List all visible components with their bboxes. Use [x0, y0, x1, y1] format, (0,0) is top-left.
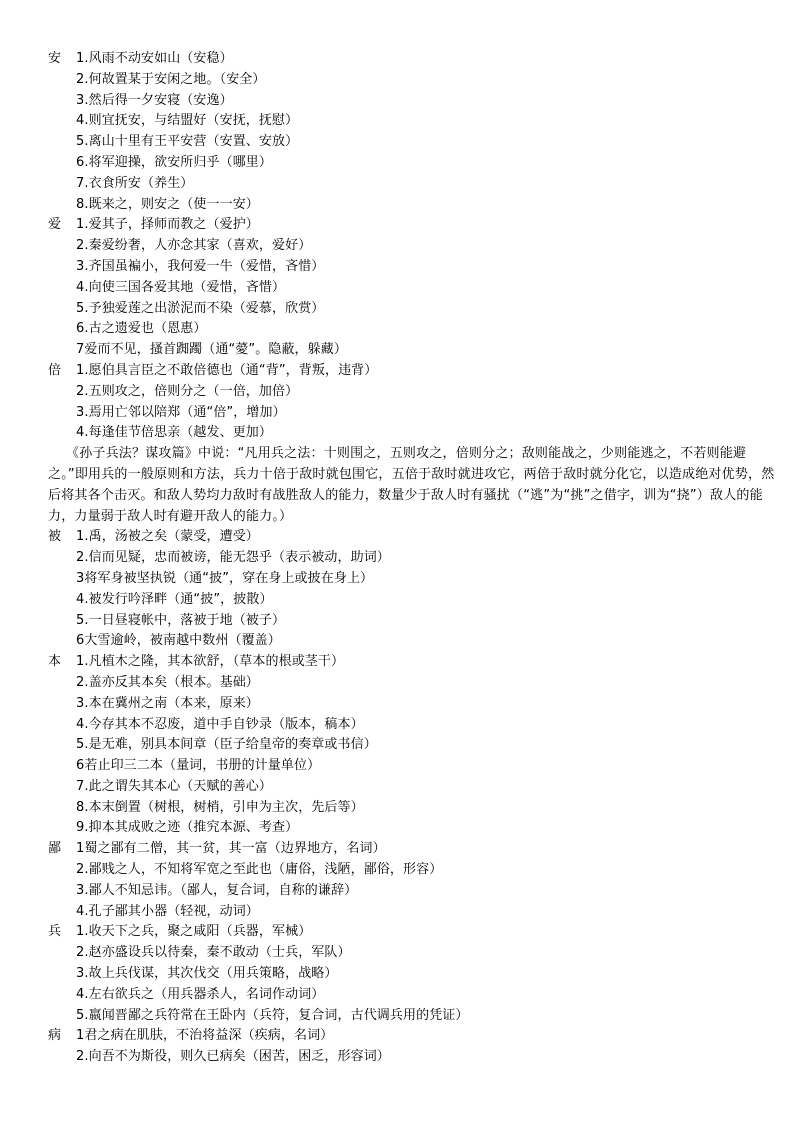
sense-row [48, 943, 768, 964]
indent-spacer [48, 153, 76, 174]
sense-row [48, 382, 768, 403]
sense-row [48, 195, 768, 216]
indent-spacer [48, 319, 76, 340]
sense-row [48, 215, 768, 236]
indent-spacer [48, 673, 76, 694]
sense-text: 7爱而不见，搔首踟躅（通“薆”。隐蔽，躲藏） [76, 342, 347, 358]
indent-spacer [48, 818, 76, 839]
sense-row [48, 548, 768, 569]
sense-row [48, 611, 768, 632]
sense-row [48, 881, 768, 902]
sense-row [48, 860, 768, 881]
indent-spacer [48, 735, 76, 756]
sense-row [48, 403, 768, 424]
indent-spacer [48, 132, 76, 153]
entry-character: 爱 [48, 217, 62, 233]
sense-text: 2.信而见疑，忠而被谤，能无怨乎（表示被动，助词） [76, 550, 390, 566]
indent-spacer [48, 299, 76, 320]
sense-row [48, 111, 768, 132]
sense-row [48, 70, 768, 91]
indent-spacer [48, 70, 76, 91]
indent-spacer [48, 403, 76, 424]
sense-row [48, 777, 768, 798]
sense-text: 2.秦爱纷奢，人亦念其家（喜欢，爱好） [76, 238, 312, 254]
sense-text: 8.既来之，则安之（使一一安） [76, 196, 259, 212]
entry-character: 病 [48, 1028, 62, 1044]
sense-text: 6.将军迎操，欲安所归乎（哪里） [76, 154, 273, 170]
sense-text: 2.盖亦反其本矣（根本。基础） [76, 674, 259, 690]
indent-spacer [48, 548, 76, 569]
sense-row [48, 985, 768, 1006]
sense-text: 4.今存其本不忍废，道中手自钞录（版本，稿本） [76, 716, 364, 732]
entry-character: 鄙 [48, 841, 62, 857]
entry-block [48, 652, 768, 839]
sense-text: 7.衣食所安（养生） [76, 175, 194, 191]
sense-text: 1.收天下之兵，聚之咸阳（兵器，军械） [76, 924, 312, 940]
indent-spacer [48, 631, 76, 652]
indent-spacer [48, 902, 76, 923]
sense-row [48, 818, 768, 839]
sense-row [48, 735, 768, 756]
sense-text: 3.然后得一夕安寝（安逸） [76, 92, 233, 108]
indent-spacer [48, 798, 76, 819]
entry-block [48, 839, 768, 922]
sense-row [48, 319, 768, 340]
sense-text: 5.一日昼寝帐中，落被于地（被子） [76, 612, 286, 628]
sense-text: 1.凡植木之隆，其本欲舒，（草本的根或茎干） [76, 654, 345, 670]
indent-spacer [48, 278, 76, 299]
sense-row [48, 527, 768, 548]
indent-spacer [48, 590, 76, 611]
sense-text: 3.齐国虽褊小，我何爱一牛（爱惜，吝惜） [76, 258, 325, 274]
sense-text: 1蜀之鄙有二僧，其一贫，其一富（边界地方，名词） [76, 841, 386, 857]
sense-text: 5.嬴闻晋鄙之兵符常在王卧内（兵符，复合词，古代调兵用的凭证） [76, 1007, 469, 1023]
indent-spacer [48, 1047, 76, 1068]
sense-row [48, 340, 768, 361]
indent-spacer [48, 236, 76, 257]
indent-spacer [48, 715, 76, 736]
sense-row [48, 569, 768, 590]
sense-row [48, 153, 768, 174]
sense-row [48, 922, 768, 943]
sense-row [48, 839, 768, 860]
sense-row [48, 299, 768, 320]
sense-row [48, 257, 768, 278]
entry-character: 被 [48, 529, 62, 545]
sense-text: 5.离山十里有王平安营（安置、安放） [76, 134, 299, 150]
sense-row [48, 132, 768, 153]
sense-row [48, 673, 768, 694]
entry-block [48, 922, 768, 1026]
sense-row [48, 1026, 768, 1047]
indent-spacer [48, 611, 76, 632]
dictionary-document [48, 49, 775, 1068]
sense-text: 3.本在冀州之南（本来，原来） [76, 695, 259, 711]
entry-character: 安 [48, 51, 62, 66]
entry-block [48, 361, 775, 527]
sense-text: 2.赵亦盛设兵以待秦，秦不敢动（士兵，军队） [76, 945, 351, 961]
sense-row [48, 236, 768, 257]
indent-spacer [48, 860, 76, 881]
indent-spacer [48, 91, 76, 112]
sense-text: 6若止印三二本（量词，书册的计量单位） [76, 758, 321, 774]
indent-spacer [48, 195, 76, 216]
sense-text: 4.每逢佳节倍思亲（越发、更加） [76, 425, 273, 441]
sense-text: 6大雪逾岭，被南越中数州（覆盖） [76, 633, 281, 649]
sense-row [48, 423, 768, 444]
sense-row [48, 652, 768, 673]
sense-text: 5.予独爱莲之出淤泥而不染（爱慕，欣赏） [76, 300, 325, 316]
indent-spacer [48, 340, 76, 361]
sense-row [48, 1006, 768, 1027]
sense-text: 1君之病在肌肤，不治将益深（疾病，名词） [76, 1028, 334, 1044]
sense-text: 1.风雨不动安如山（安稳） [76, 51, 233, 66]
sense-text: 4.向使三国各爱其地（爱惜，吝惜） [76, 279, 286, 295]
indent-spacer [48, 756, 76, 777]
sense-row [48, 902, 768, 923]
sense-row [48, 798, 768, 819]
sense-text: 3.鄙人不知忌讳。（鄙人，复合词，自称的谦辞） [76, 882, 358, 898]
sense-row [48, 590, 768, 611]
sense-text: 6.古之遗爱也（恩惠） [76, 321, 207, 337]
indent-spacer [48, 777, 76, 798]
sense-text: 4.孔子鄙其小器（轻视，动词） [76, 903, 259, 919]
sense-text: 7.此之谓失其本心（天赋的善心） [76, 778, 273, 794]
entry-character: 兵 [48, 924, 62, 940]
sense-text: 1.爱其子，择师而教之（爱护） [76, 217, 259, 233]
indent-spacer [48, 111, 76, 132]
sense-text: 5.是无难，别具本间章（臣子给皇帝的奏章或书信） [76, 737, 377, 753]
entry-block [48, 215, 768, 361]
entry-character: 本 [48, 654, 62, 670]
sense-text: 3将军身被坚执锐（通“披”，穿在身上或披在身上） [76, 570, 374, 586]
entry-block [48, 527, 768, 652]
indent-spacer [48, 943, 76, 964]
entry-block [48, 1026, 768, 1068]
entry-character: 倍 [48, 362, 62, 378]
sense-row [48, 964, 768, 985]
sense-text: 4.被发行吟泽畔（通“披”，披散） [76, 591, 273, 607]
sense-text: 2.向吾不为斯役，则久已病矣（困苦，困乏，形容词） [76, 1049, 390, 1065]
sense-text: 4.左右欲兵之（用兵器杀人，名词作动词） [76, 986, 325, 1002]
sense-row [48, 91, 768, 112]
sense-row [48, 694, 768, 715]
entry-block [48, 49, 768, 215]
sense-text: 2.何故置某于安闲之地。（安全） [76, 71, 266, 87]
sense-text: 3.故上兵伐谋，其次伐交（用兵策略，战略） [76, 966, 338, 982]
sense-row [48, 361, 768, 382]
sense-row [48, 174, 768, 195]
sense-row [48, 715, 768, 736]
sense-text: 2.五则攻之，倍则分之（一倍，加倍） [76, 383, 299, 399]
sense-row [48, 631, 768, 652]
indent-spacer [48, 382, 76, 403]
sense-text: 8.本末倒置（树根，树梢，引申为主次，先后等） [76, 799, 364, 815]
sense-row [48, 1047, 768, 1068]
sense-text: 1.禹，汤被之矣（蒙受，遭受） [76, 529, 259, 545]
indent-spacer [48, 985, 76, 1006]
sense-row [48, 49, 768, 70]
explanatory-note: 《孙子兵法？谋攻篇》中说：“凡用兵之法：十则围之，五则攻之，倍则分之；敌则能战之，少则能逃之，不若则能避之。”即用兵的一般原则和方法，兵力十倍于敌时就包围它，五倍于敌时就进攻它，两倍于敌时就分化它，以造成绝对优势，然后将其各个击灭。和敌人势均力敌时有战胜敌人的能力，数量少于敌人时有骚扰（“逃”为“挑”之借字，训为“挠”）敌人的能力，力量弱于敌人时有避开敌人的能力。） [48, 446, 775, 524]
sense-row [48, 278, 768, 299]
sense-text: 9.抑本其成败之迹（推究本源、考查） [76, 820, 299, 836]
indent-spacer [48, 569, 76, 590]
indent-spacer [48, 881, 76, 902]
indent-spacer [48, 694, 76, 715]
sense-text: 1.愿伯具言臣之不敢倍德也（通“背”，背叛，违背） [76, 362, 378, 378]
indent-spacer [48, 964, 76, 985]
sense-text: 3.焉用亡邻以陪郑（通“倍”，增加） [76, 404, 286, 420]
sense-text: 4.则宜抚安，与结盟好（安抚，抚慰） [76, 113, 299, 129]
indent-spacer [48, 1006, 76, 1027]
sense-row [48, 756, 768, 777]
sense-text: 2.鄙贱之人，不知将军宽之至此也（庸俗，浅陋，鄙俗，形容） [76, 862, 443, 878]
indent-spacer [48, 174, 76, 195]
indent-spacer [48, 257, 76, 278]
indent-spacer [48, 423, 76, 444]
